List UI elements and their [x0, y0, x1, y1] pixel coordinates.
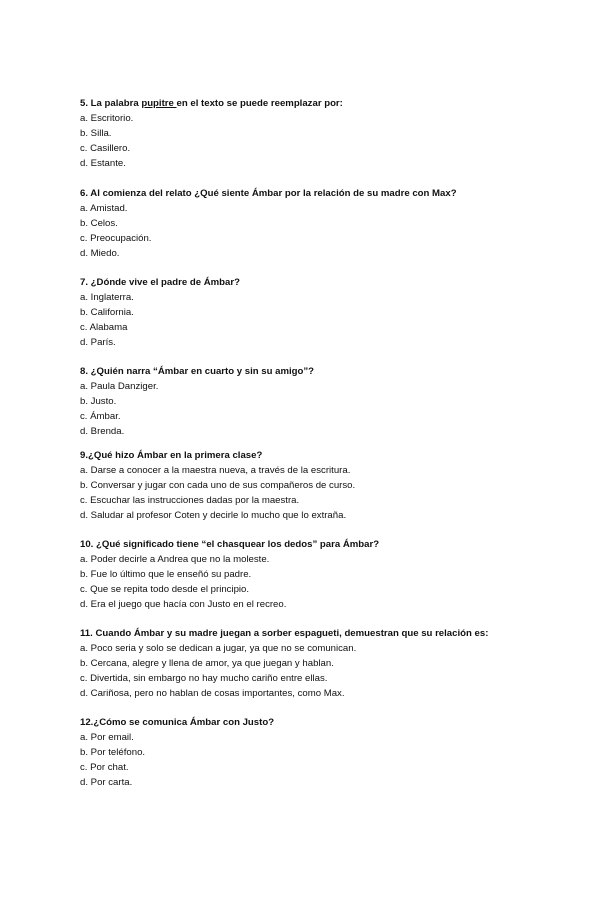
question-title	[80, 96, 560, 111]
question-title: 6. Al comienza del relato ¿Qué siente Ámbar por la relación de su madre con Max?	[80, 188, 457, 199]
question-5	[80, 96, 560, 171]
question-9	[80, 448, 560, 523]
option-a: a. Escritorio.	[80, 113, 134, 124]
option-a: a. Amistad.	[80, 203, 128, 214]
option-b: b. Conversar y jugar con cada uno de sus compañeros de curso.	[80, 480, 356, 491]
option-c: c. Por chat.	[80, 762, 129, 773]
option-d: d. Saludar al profesor Coten y decirle lo mucho que lo extraña.	[80, 510, 347, 521]
option-b: b. Celos.	[80, 218, 118, 229]
option-c: c. Preocupación.	[80, 233, 152, 244]
underlined-word: pupitre	[141, 98, 177, 109]
option-c: c. Divertida, sin embargo no hay mucho cariño entre ellas.	[80, 673, 328, 684]
option-c: c. Alabama	[80, 322, 128, 333]
option-a: a. Darse a conocer a la maestra nueva, a través de la escritura.	[80, 465, 351, 476]
option-a: a. Poco seria y solo se dedican a jugar, ya que no se comunican.	[80, 643, 357, 654]
option-a: a. Paula Danziger.	[80, 381, 159, 392]
option-b: b. Cercana, alegre y llena de amor, ya que juegan y hablan.	[80, 658, 334, 669]
question-11	[80, 626, 560, 701]
option-a: a. Por email.	[80, 732, 134, 743]
question-10	[80, 537, 560, 612]
question-title: 11. Cuando Ámbar y su madre juegan a sorber espagueti, demuestran que su relación es:	[80, 628, 489, 639]
question-title-end: en el texto se puede reemplazar por:	[176, 98, 343, 109]
option-d: d. Estante.	[80, 158, 126, 169]
option-c: c. Que se repita todo desde el principio.	[80, 584, 250, 595]
option-b: b. Por teléfono.	[80, 747, 146, 758]
option-a: a. Inglaterra.	[80, 292, 134, 303]
question-title: 9.¿Qué hizo Ámbar en la primera clase?	[80, 450, 263, 461]
option-d: d. Por carta.	[80, 777, 133, 788]
option-c: c. Escuchar las instrucciones dadas por la maestra.	[80, 495, 300, 506]
option-b: b. Silla.	[80, 128, 112, 139]
question-8	[80, 364, 560, 439]
question-title-start: 5. La palabra	[80, 98, 142, 109]
question-7	[80, 275, 560, 350]
option-c: c. Ámbar.	[80, 411, 121, 422]
option-d: d. Cariñosa, pero no hablan de cosas importantes, como Max.	[80, 688, 345, 699]
option-d: d. Miedo.	[80, 248, 120, 259]
option-d: d. París.	[80, 337, 116, 348]
option-c: c. Casillero.	[80, 143, 131, 154]
option-b: b. Fue lo último que le enseñó su padre.	[80, 569, 252, 580]
question-title: 8. ¿Quién narra “Ámbar en cuarto y sin su amigo”?	[80, 366, 315, 377]
option-a: a. Poder decirle a Andrea que no la moleste.	[80, 554, 270, 565]
option-b: b. Justo.	[80, 396, 117, 407]
question-title: 7. ¿Dónde vive el padre de Ámbar?	[80, 277, 240, 288]
option-b: b. California.	[80, 307, 134, 318]
option-d: d. Era el juego que hacía con Justo en el recreo.	[80, 599, 287, 610]
option-d: d. Brenda.	[80, 426, 125, 437]
question-title: 12.¿Cómo se comunica Ámbar con Justo?	[80, 717, 275, 728]
question-6	[80, 186, 560, 261]
question-title: 10. ¿Qué significado tiene “el chasquear los dedos” para Ámbar?	[80, 539, 380, 550]
question-12	[80, 715, 560, 790]
